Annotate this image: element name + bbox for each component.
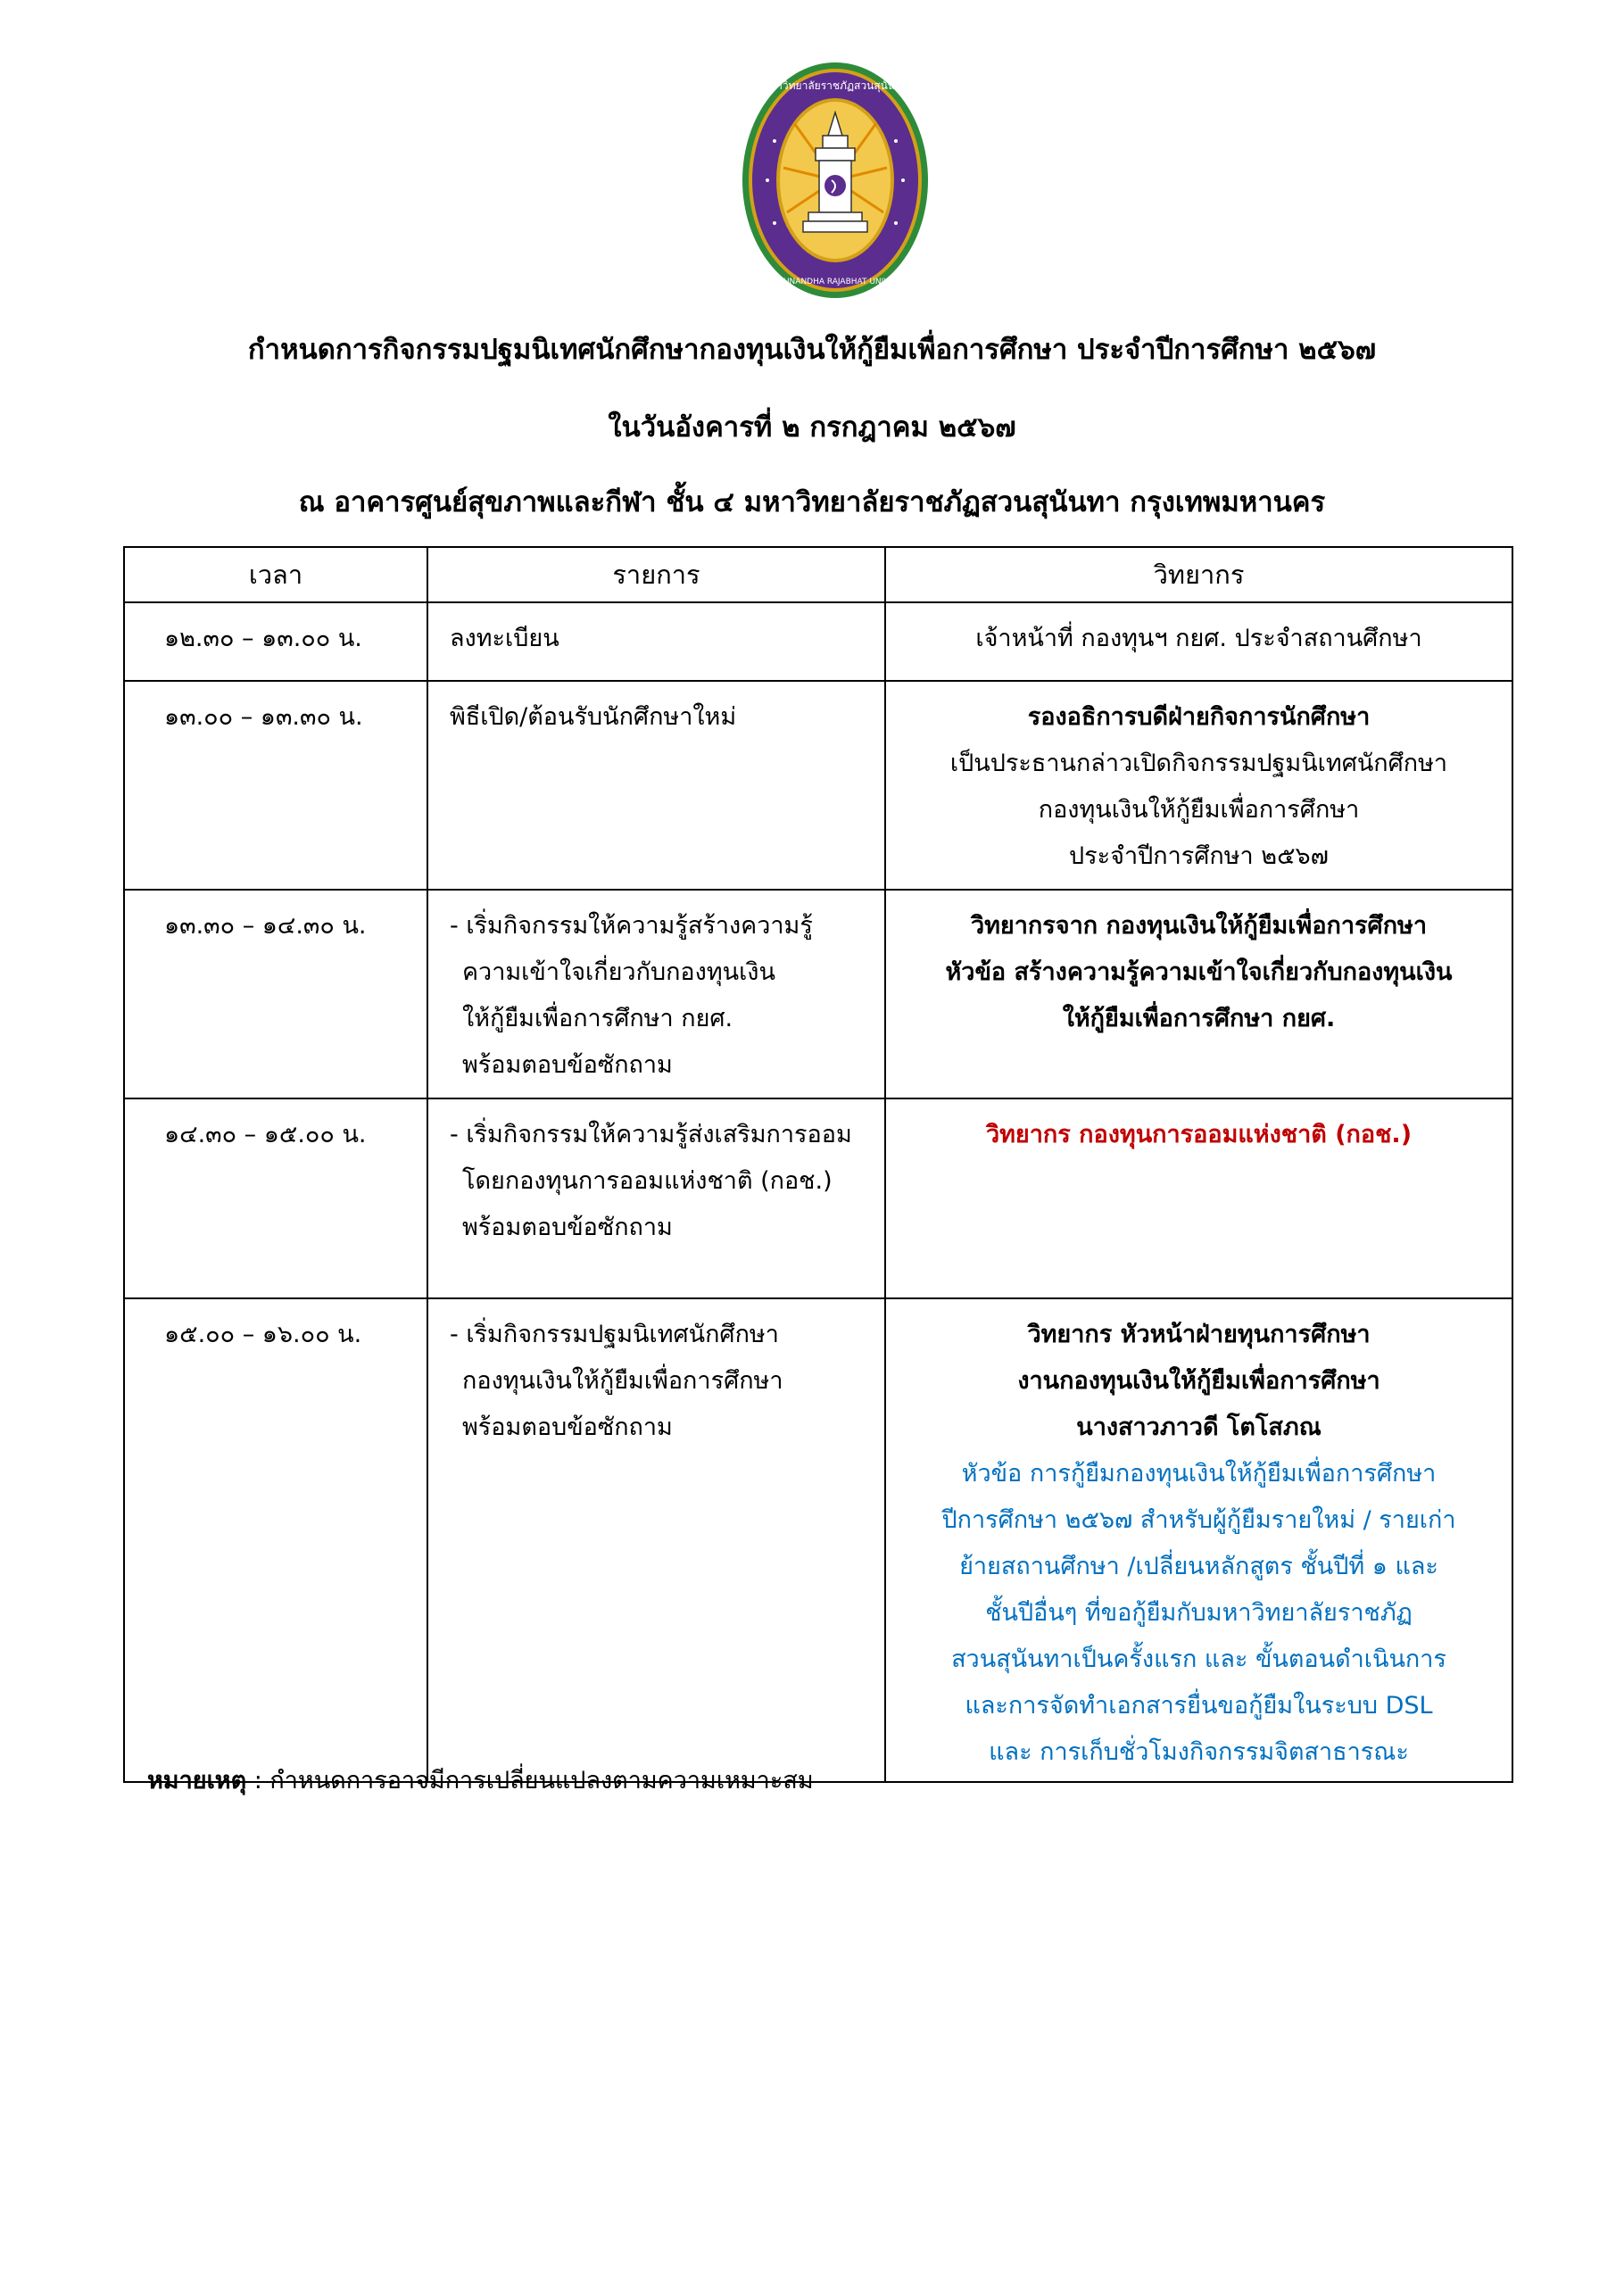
header-speaker: วิทยากร [885,547,1512,602]
university-seal-logo [741,61,930,300]
time-cell: ๑๓.๐๐ – ๑๓.๓๐ น. [124,681,427,890]
item-line: ให้กู้ยืมเพื่อการศึกษา กยศ. [462,1005,733,1032]
item-line: กองทุนเงินให้กู้ยืมเพื่อการศึกษา [462,1367,783,1395]
item-line: พร้อมตอบข้อซักถาม [462,1413,673,1441]
document-title: กำหนดการกิจกรรมปฐมนิเทศนักศึกษากองทุนเงินให้กู้ยืมเพื่อการศึกษา ประจำปีการศึกษา ๒๕๖๗ [247,334,1377,366]
speaker-cell [885,681,1512,890]
item-line: - เริ่มกิจกรรมให้ความรู้ส่งเสริมการออม [450,1121,852,1148]
speaker-topic-line: หัวข้อ การกู้ยืมกองทุนเงินให้กู้ยืมเพื่อการศึกษา [961,1460,1437,1488]
footnote-label: หมายเหตุ [147,1767,247,1795]
speaker-line: วิทยากร หัวหน้าฝ่ายทุนการศึกษา [1027,1321,1371,1348]
time-cell: ๑๕.๐๐ – ๑๖.๐๐ น. [124,1298,427,1782]
table-row [124,1298,1512,1782]
item-line: ลงทะเบียน [450,625,559,652]
event-date: ในวันอังคารที่ ๒ กรกฎาคม ๒๕๖๗ [608,411,1016,443]
table-row [124,890,1512,1098]
item-cell [427,681,885,890]
footnote [147,1763,814,1799]
item-line: โดยกองทุนการออมแห่งชาติ (กอช.) [462,1167,833,1195]
event-venue: ณ อาคารศูนย์สุขภาพและกีฬา ชั้น ๔ มหาวิทยาลัยราชภัฏสวนสุนันทา กรุงเทพมหานคร [298,486,1326,518]
item-line: พร้อมตอบข้อซักถาม [462,1051,673,1079]
time-cell: ๑๒.๓๐ – ๑๓.๐๐ น. [124,602,427,681]
item-line: พิธีเปิด/ต้อนรับนักศึกษาใหม่ [450,703,737,731]
speaker-line: รองอธิการบดีฝ่ายกิจการนักศึกษา [1027,703,1371,731]
speaker-line: นางสาวภาวดี โตโสภณ [1076,1413,1322,1441]
speaker-cell [885,1298,1512,1782]
header-item: รายการ [427,547,885,602]
table-row [124,1098,1512,1298]
table-row [124,602,1512,681]
table-row [124,681,1512,890]
time-cell: ๑๓.๓๐ – ๑๔.๓๐ น. [124,890,427,1098]
time-cell: ๑๔.๓๐ – ๑๕.๐๐ น. [124,1098,427,1298]
footnote-text: : กำหนดการอาจมีการเปลี่ยนแปลงตามความเหมาะสม [246,1767,814,1795]
speaker-topic-line: และการจัดทำเอกสารยื่นขอกู้ยืมในระบบ DSL [965,1692,1433,1720]
speaker-cell [885,890,1512,1098]
item-cell [427,890,885,1098]
item-line: พร้อมตอบข้อซักถาม [462,1214,673,1241]
speaker-line: กองทุนเงินให้กู้ยืมเพื่อการศึกษา [1038,796,1360,824]
speaker-cell [885,602,1512,681]
speaker-line: ให้กู้ยืมเพื่อการศึกษา กยศ. [1062,1005,1336,1032]
header-time: เวลา [124,547,427,602]
item-line: - เริ่มกิจกรรมปฐมนิเทศนักศึกษา [450,1321,779,1348]
speaker-line: วิทยากรจาก กองทุนเงินให้กู้ยืมเพื่อการศึกษา [970,912,1428,940]
speaker-line: งานกองทุนเงินให้กู้ยืมเพื่อการศึกษา [1017,1367,1380,1395]
speaker-topic-line: สวนสุนันทาเป็นครั้งแรก และ ขั้นตอนดำเนินการ [951,1645,1446,1673]
seal-bottom-text: SUAN SUNANDHA RAJABHAT UNIVERSITY [753,278,917,286]
seal-top-text: มหาวิทยาลัยราชภัฏสวนสุนันทา [762,79,908,92]
speaker-line: วิทยากร กองทุนการออมแห่งชาติ (กอช.) [985,1121,1413,1148]
speaker-line: เป็นประธานกล่าวเปิดกิจกรรมปฐมนิเทศนักศึกษา [949,750,1448,777]
speaker-cell [885,1098,1512,1298]
speaker-topic-line: ปีการศึกษา ๒๕๖๗ สำหรับผู้กู้ยืมรายใหม่ / รายเก่า [941,1506,1456,1534]
table-header-row [124,547,1512,602]
item-cell [427,1098,885,1298]
item-cell [427,602,885,681]
speaker-topic-line: ย้ายสถานศึกษา /เปลี่ยนหลักสูตร ชั้นปีที่ ๑ และ [959,1553,1438,1580]
speaker-line: หัวข้อ สร้างความรู้ความเข้าใจเกี่ยวกับกองทุนเงิน [945,958,1453,986]
speaker-topic-line: และ การเก็บชั่วโมงกิจกรรมจิตสาธารณะ [989,1738,1409,1766]
speaker-topic-line: ชั้นปีอื่นๆ ที่ขอกู้ยืมกับมหาวิทยาลัยราชภัฏ [985,1599,1413,1627]
item-cell [427,1298,885,1782]
speaker-line: เจ้าหน้าที่ กองทุนฯ กยศ. ประจำสถานศึกษา [975,625,1422,652]
item-line: - เริ่มกิจกรรมให้ความรู้สร้างความรู้ [450,912,813,940]
item-line: ความเข้าใจเกี่ยวกับกองทุนเงิน [462,958,775,986]
schedule-table [123,546,1513,1783]
speaker-line: ประจำปีการศึกษา ๒๕๖๗ [1069,842,1329,870]
